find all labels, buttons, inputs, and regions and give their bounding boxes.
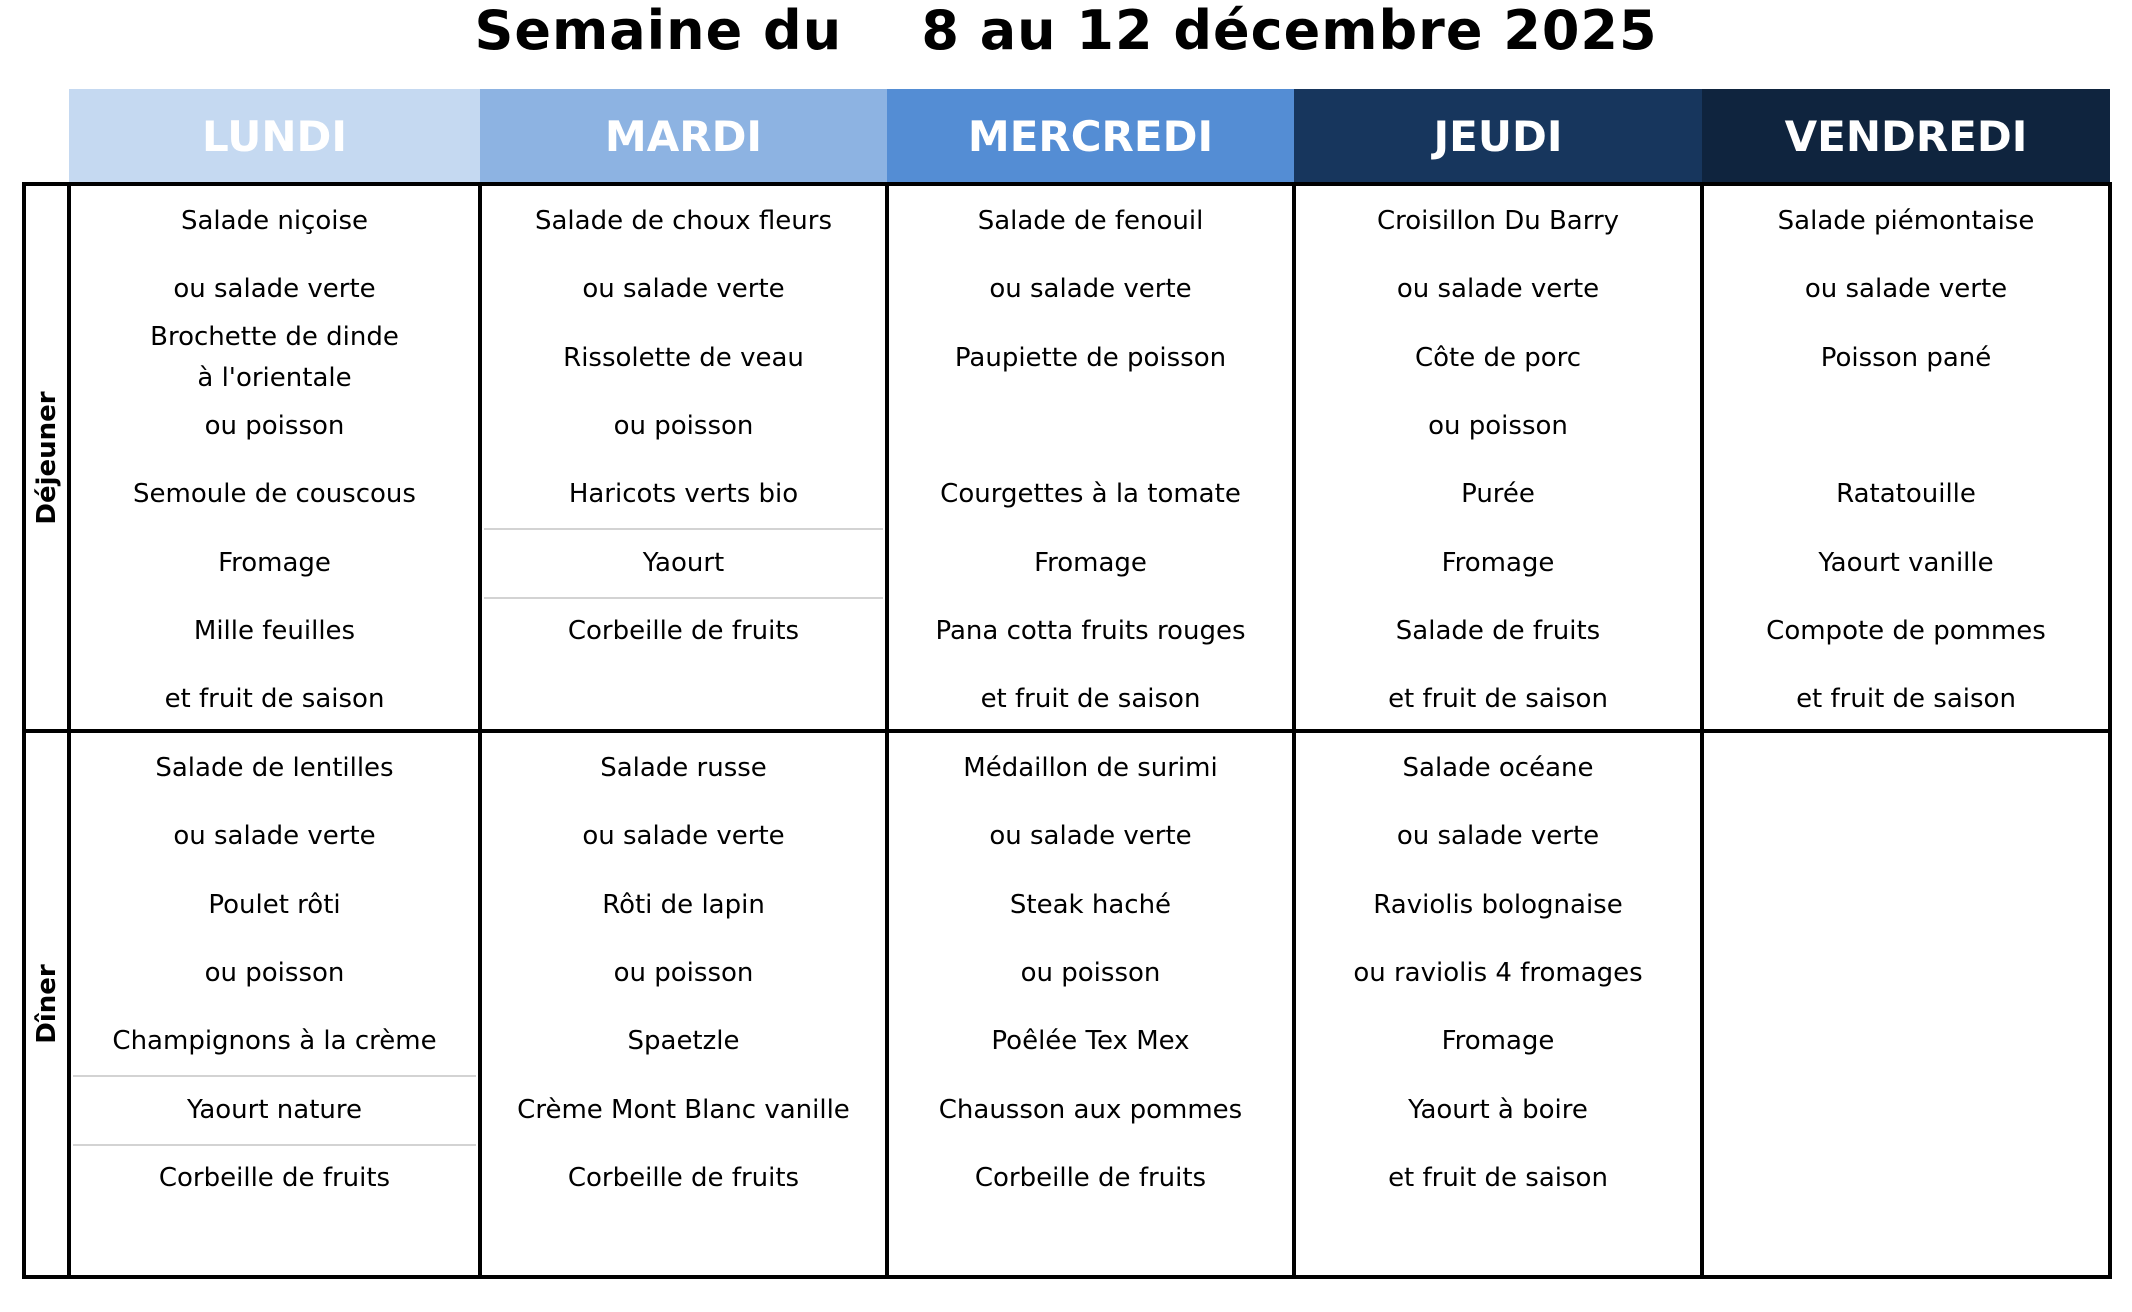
menu-item: Fromage	[1441, 547, 1555, 578]
menu-item: ou salade verte	[1396, 274, 1600, 305]
menu-item: ou salade verte	[582, 274, 785, 305]
item-separator	[484, 597, 883, 599]
menu-item: Pana cotta fruits rouges	[935, 615, 1246, 646]
menu-item: et fruit de saison	[980, 684, 1201, 715]
menu-item: Semoule de couscous	[133, 479, 416, 510]
menu-item: Salade piémontaise	[1777, 206, 2035, 236]
menu-item: ou poisson	[204, 410, 345, 441]
menu-cell-diner-mercredi	[887, 731, 1294, 1277]
menu-item: Rôti de lapin	[602, 889, 765, 920]
menu-item: et fruit de saison	[164, 684, 385, 715]
menu-item: Yaourt	[642, 547, 725, 578]
menu-item: Brochette de dinde	[150, 322, 399, 353]
menu-cell-diner-vendredi	[1702, 731, 2110, 1277]
menu-item: Yaourt à boire	[1408, 1094, 1588, 1125]
menu-item: Spaetzle	[627, 1026, 740, 1057]
menu-item: ou salade verte	[989, 821, 1192, 852]
item-separator	[73, 1075, 476, 1077]
menu-item: Fromage	[218, 547, 331, 578]
menu-item: Compote de pommes	[1766, 615, 2046, 646]
menu-item: Corbeille de fruits	[974, 1162, 1207, 1193]
menu-cell-diner-jeudi	[1294, 731, 1702, 1277]
menu-item: Côte de porc	[1414, 342, 1582, 373]
grid-row-divider	[22, 1275, 2112, 1279]
menu-item: Salade de choux fleurs	[534, 206, 833, 236]
menu-cell-diner-lundi	[69, 731, 480, 1277]
menu-item: Corbeille de fruits	[158, 1162, 391, 1193]
menu-cell-dejeuner-mercredi	[887, 184, 1294, 731]
menu-item: à l'orientale	[197, 363, 352, 394]
menu-item: ou salade verte	[989, 274, 1192, 305]
day-header-mardi: MARDI	[480, 89, 887, 185]
menu-item: ou salade verte	[1804, 274, 2008, 305]
menu-item: ou poisson	[204, 957, 345, 988]
menu-item: Rissolette de veau	[563, 342, 804, 373]
row-label-dejeuner: Déjeuner	[31, 390, 62, 525]
menu-item: et fruit de saison	[1796, 684, 2016, 715]
menu-item: Médaillon de surimi	[963, 753, 1218, 783]
menu-item: ou raviolis 4 fromages	[1353, 957, 1643, 988]
grid-row-divider	[22, 729, 2112, 733]
row-label-diner: Dîner	[31, 964, 62, 1044]
menu-item: ou salade verte	[582, 821, 785, 852]
menu-item: ou poisson	[1428, 410, 1568, 441]
menu-item: Yaourt nature	[187, 1094, 362, 1125]
menu-item: ou poisson	[613, 957, 754, 988]
menu-item: Corbeille de fruits	[567, 1162, 800, 1193]
menu-item: ou salade verte	[1396, 821, 1600, 852]
menu-item: Purée	[1461, 479, 1535, 510]
menu-item: Salade de fruits	[1395, 615, 1601, 646]
menu-item: Crème Mont Blanc vanille	[517, 1094, 850, 1125]
day-header-mercredi: MERCREDI	[887, 89, 1294, 185]
menu-cell-diner-mardi	[480, 731, 887, 1277]
menu-cell-dejeuner-lundi	[69, 184, 480, 731]
menu-item: ou salade verte	[173, 274, 376, 305]
menu-item: Poulet rôti	[208, 889, 341, 920]
menu-item: Salade océane	[1402, 753, 1594, 783]
day-header-lundi: LUNDI	[69, 89, 480, 185]
menu-item: ou poisson	[613, 410, 754, 441]
menu-item: Mille feuilles	[193, 615, 356, 646]
menu-cell-dejeuner-mardi	[480, 184, 887, 731]
menu-item: Corbeille de fruits	[567, 615, 800, 646]
menu-item: Raviolis bolognaise	[1373, 889, 1623, 920]
menu-item: Salade russe	[600, 753, 767, 783]
menu-item: Salade niçoise	[180, 206, 369, 236]
menu-item: ou poisson	[1020, 957, 1161, 988]
menu-item: Haricots verts bio	[568, 479, 799, 510]
item-separator	[484, 528, 883, 530]
menu-item: Salade de fenouil	[977, 206, 1204, 236]
menu-item: Paupiette de poisson	[954, 342, 1227, 373]
menu-item: et fruit de saison	[1388, 1162, 1608, 1193]
menu-item: Poisson pané	[1820, 342, 1992, 373]
menu-cell-dejeuner-vendredi	[1702, 184, 2110, 731]
menu-cell-dejeuner-jeudi	[1294, 184, 1702, 731]
menu-item: Yaourt vanille	[1818, 547, 1994, 578]
menu-item: Poêlée Tex Mex	[991, 1026, 1190, 1057]
menu-item: Fromage	[1441, 1026, 1555, 1057]
menu-item: Steak haché	[1009, 889, 1172, 920]
menu-item: Ratatouille	[1836, 479, 1976, 510]
page-title: Semaine du 8 au 12 décembre 2025	[474, 0, 1658, 62]
menu-item: ou salade verte	[173, 821, 376, 852]
menu-item: et fruit de saison	[1388, 684, 1608, 715]
item-separator	[73, 1144, 476, 1146]
day-header-jeudi: JEUDI	[1294, 89, 1702, 185]
menu-item: Salade de lentilles	[155, 753, 394, 783]
menu-item: Fromage	[1034, 547, 1147, 578]
day-header-vendredi: VENDREDI	[1702, 89, 2110, 185]
grid-row-divider	[22, 182, 2112, 186]
menu-item: Croisillon Du Barry	[1376, 206, 1620, 236]
menu-item: Champignons à la crème	[112, 1026, 437, 1057]
menu-item: Chausson aux pommes	[938, 1094, 1243, 1125]
menu-item: Courgettes à la tomate	[940, 479, 1241, 510]
